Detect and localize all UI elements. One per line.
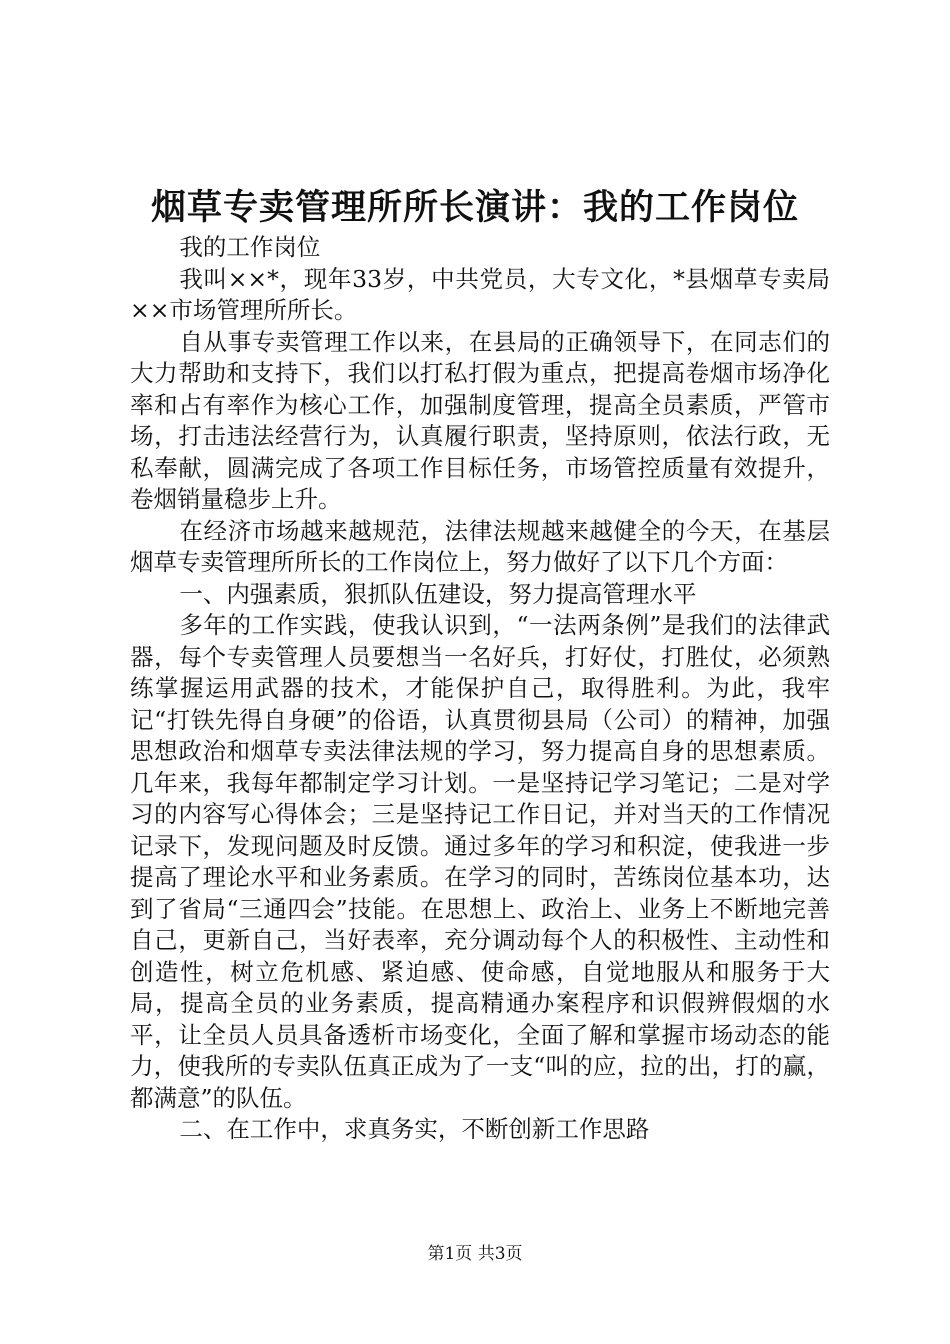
document-body — [130, 232, 830, 1146]
section-heading-1: 一、内强素质，狠抓队伍建设，努力提高管理水平 — [179, 579, 697, 608]
paragraph-work-summary: 自从事专卖管理工作以来，在县局的正确领导下，在同志们的大力帮助和支持下，我们以打私打假为重点，把提高卷烟市场净化率和占有率作为核心工作，加强制度管理，提高全员素质，严管市场，打击违法经营行为，认真履行职责，坚持原则，依法行政，无私奉献，圆满完成了各项工作目标任务，市场管控质量有效提升，卷烟销量稳步上升。 — [130, 327, 830, 513]
paragraph-subtitle: 我的工作岗位 — [179, 233, 321, 261]
paragraph-intro: 我叫××*，现年33岁，中共党员，大专文化，*县烟草专卖局××市场管理所所长。 — [130, 264, 830, 324]
paragraph-aspects-intro: 在经济市场越来越规范，法律法规越来越健全的今天，在基层烟草专卖管理所所长的工作岗位上，努力做好了以下几个方面： — [130, 516, 830, 576]
document-title: 烟草专卖管理所所长演讲：我的工作岗位 — [150, 187, 799, 228]
page-number-footer: 第1页 共3页 — [427, 1244, 523, 1264]
paragraph-section-1-body: 多年的工作实践，使我认识到，“一法两条例”是我们的法律武器，每个专卖管理人员要想当一名好兵，打好仗，打胜仗，必须熟练掌握运用武器的技术，才能保护自己，取得胜利。为此，我牢记“打铁先得自身硬”的俗语，认真贯彻县局（公司）的精神，加强思想政治和烟草专卖法律法规的学习，努力提高自身的思想素质。几年来，我每年都制定学习计划。一是坚持记学习笔记；二是对学习的内容写心得体会；三是坚持记工作日记，并对当天的工作情况记录下，发现问题及时反馈。通过多年的学习和积淀，使我进一步提高了理论水平和业务素质。在学习的同时，苦练岗位基本功，达到了省局“三通四会”技能。在思想上、政治上、业务上不断地完善自己，更新自己，当好表率，充分调动每个人的积极性、主动性和创造性，树立危机感、紧迫感、使命感，自觉地服从和服务于大局，提高全员的业务素质，提高精通办案程序和识假辨假烟的水平，让全员人员具备透析市场变化，全面了解和掌握市场动态的能力，使我所的专卖队伍真正成为了一支“叫的应，拉的出，打的赢，都满意”的队伍。 — [130, 611, 830, 1112]
section-heading-2: 二、在工作中，求真务实，不断创新工作思路 — [179, 1115, 650, 1143]
